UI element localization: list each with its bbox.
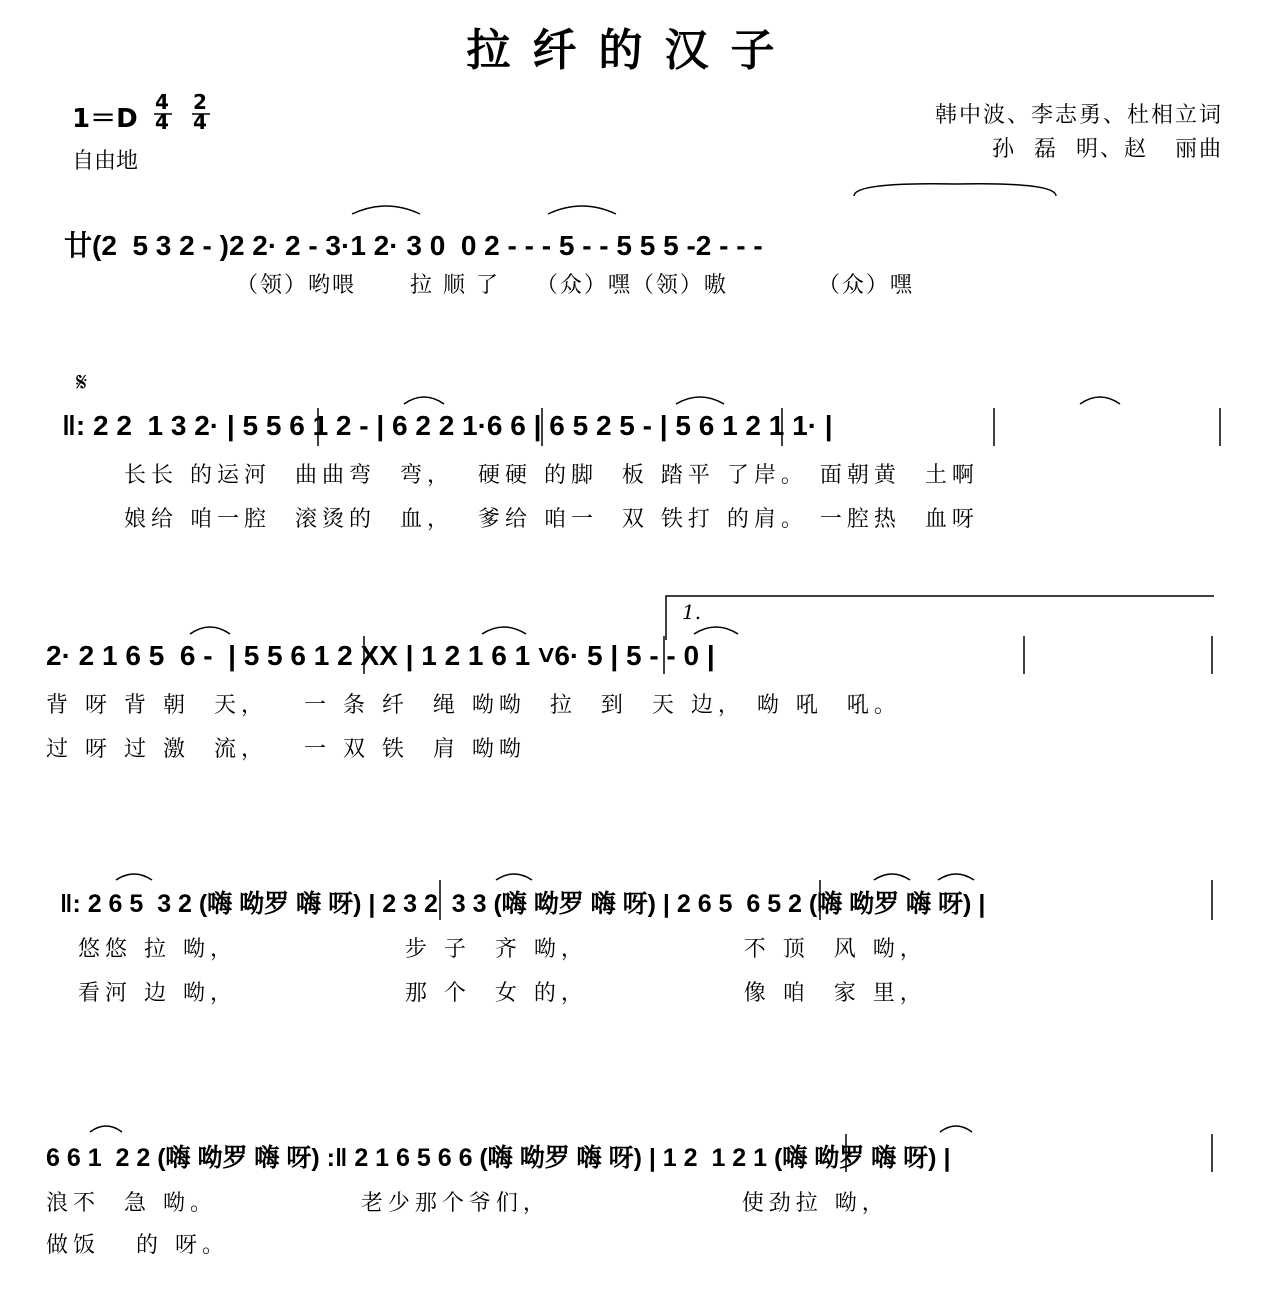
segno-sign: 𝄋: [76, 368, 88, 398]
key-signature: 1＝D: [72, 104, 138, 134]
system3-notes: 2· 2 1 6 5 6 - | 5 5 6 1 2 XX | 1 2 1 6 1 ˅6· 5 | 5 - - 0 |: [46, 640, 715, 671]
song-title: 拉纤的汉子: [466, 25, 797, 76]
volta-bracket-label: 1.: [682, 600, 702, 624]
system4-lyrics-verse1: 悠悠 拉 呦， 步 子 齐 呦， 不 顶 风 呦，: [78, 937, 927, 962]
system2-notes: ‖: 2 2 1 3 2· | 5 5 6 1 2 - | 6 2 2 1·6 6 | 6 5 2 5 - | 5 6 1 2 1 1· |: [62, 410, 833, 441]
volta-bracket: [666, 596, 1214, 640]
slur: [90, 1126, 122, 1132]
slur: [116, 874, 152, 880]
slur: [938, 874, 974, 880]
slur: [874, 874, 910, 880]
slur: [940, 1126, 972, 1132]
system2-lyrics-verse2: 娘给 咱一腔 滚烫的 血， 爹给 咱一 双 铁打 的肩。 一腔热 血呀: [124, 507, 979, 532]
slur: [676, 397, 724, 404]
system5-notes: 6 6 1 2 2 (嗨 呦罗 嗨 呀) :‖ 2 1 6 5 6 6 (嗨 呦罗 嗨 呀) | 1 2 1 2 1 (嗨 呦罗 嗨 呀) |: [46, 1144, 951, 1172]
system4-notes: ‖: 2 6 5 3 2 (嗨 呦罗 嗨 呀) | 2 3 2 3 3 (嗨 呦罗 嗨 呀) | 2 6 5 6 5 2 (嗨 呦罗 嗨 呀) |: [60, 890, 986, 918]
slur: [496, 874, 532, 880]
lyricist-credit: 韩中波、李志勇、杜相立词: [934, 103, 1223, 128]
time-signature-2: 2 4: [193, 90, 207, 134]
tempo-marking: 自由地: [72, 149, 139, 174]
slur: [854, 184, 1056, 196]
time-signature-1: 4 4: [155, 90, 169, 134]
slur: [482, 627, 526, 634]
intro-notes: 廿(2 5 3 2 - )2 2· 2 - 3·1 2· 3 0 0 2 - - - 5 - - 5 5 5 -2 - - -: [64, 230, 763, 261]
slur: [548, 206, 616, 214]
slur: [190, 627, 230, 634]
system3-lyrics-verse1: 背 呀 背 朝 天， 一 条 纤 绳 呦呦 拉 到 天 边， 呦 吼 吼。: [46, 693, 901, 718]
slur: [404, 397, 444, 404]
intro-lyrics: （领）哟喂 拉 顺 了 （众）嘿（领）嗷 （众）嘿: [236, 273, 914, 298]
system3-lyrics-verse2: 过 呀 过 激 流， 一 双 铁 肩 呦呦: [46, 737, 526, 762]
slur: [1080, 397, 1120, 404]
slur: [352, 206, 420, 214]
system2-lyrics-verse1: 长长 的运河 曲曲弯 弯， 硬硬 的脚 板 踏平 了岸。 面朝黄 土啊: [124, 463, 979, 488]
system5-lyrics-verse2: 做饭 的 呀。: [46, 1233, 229, 1258]
composer-credit: 孙 磊 明、赵 丽曲: [992, 137, 1223, 162]
system5-lyrics-verse1: 浪不 急 呦。 老少那个爷们， 使劲拉 呦，: [46, 1191, 889, 1216]
system4-lyrics-verse2: 看河 边 呦， 那 个 女 的， 像 咱 家 里，: [78, 981, 927, 1006]
slur: [694, 627, 738, 634]
